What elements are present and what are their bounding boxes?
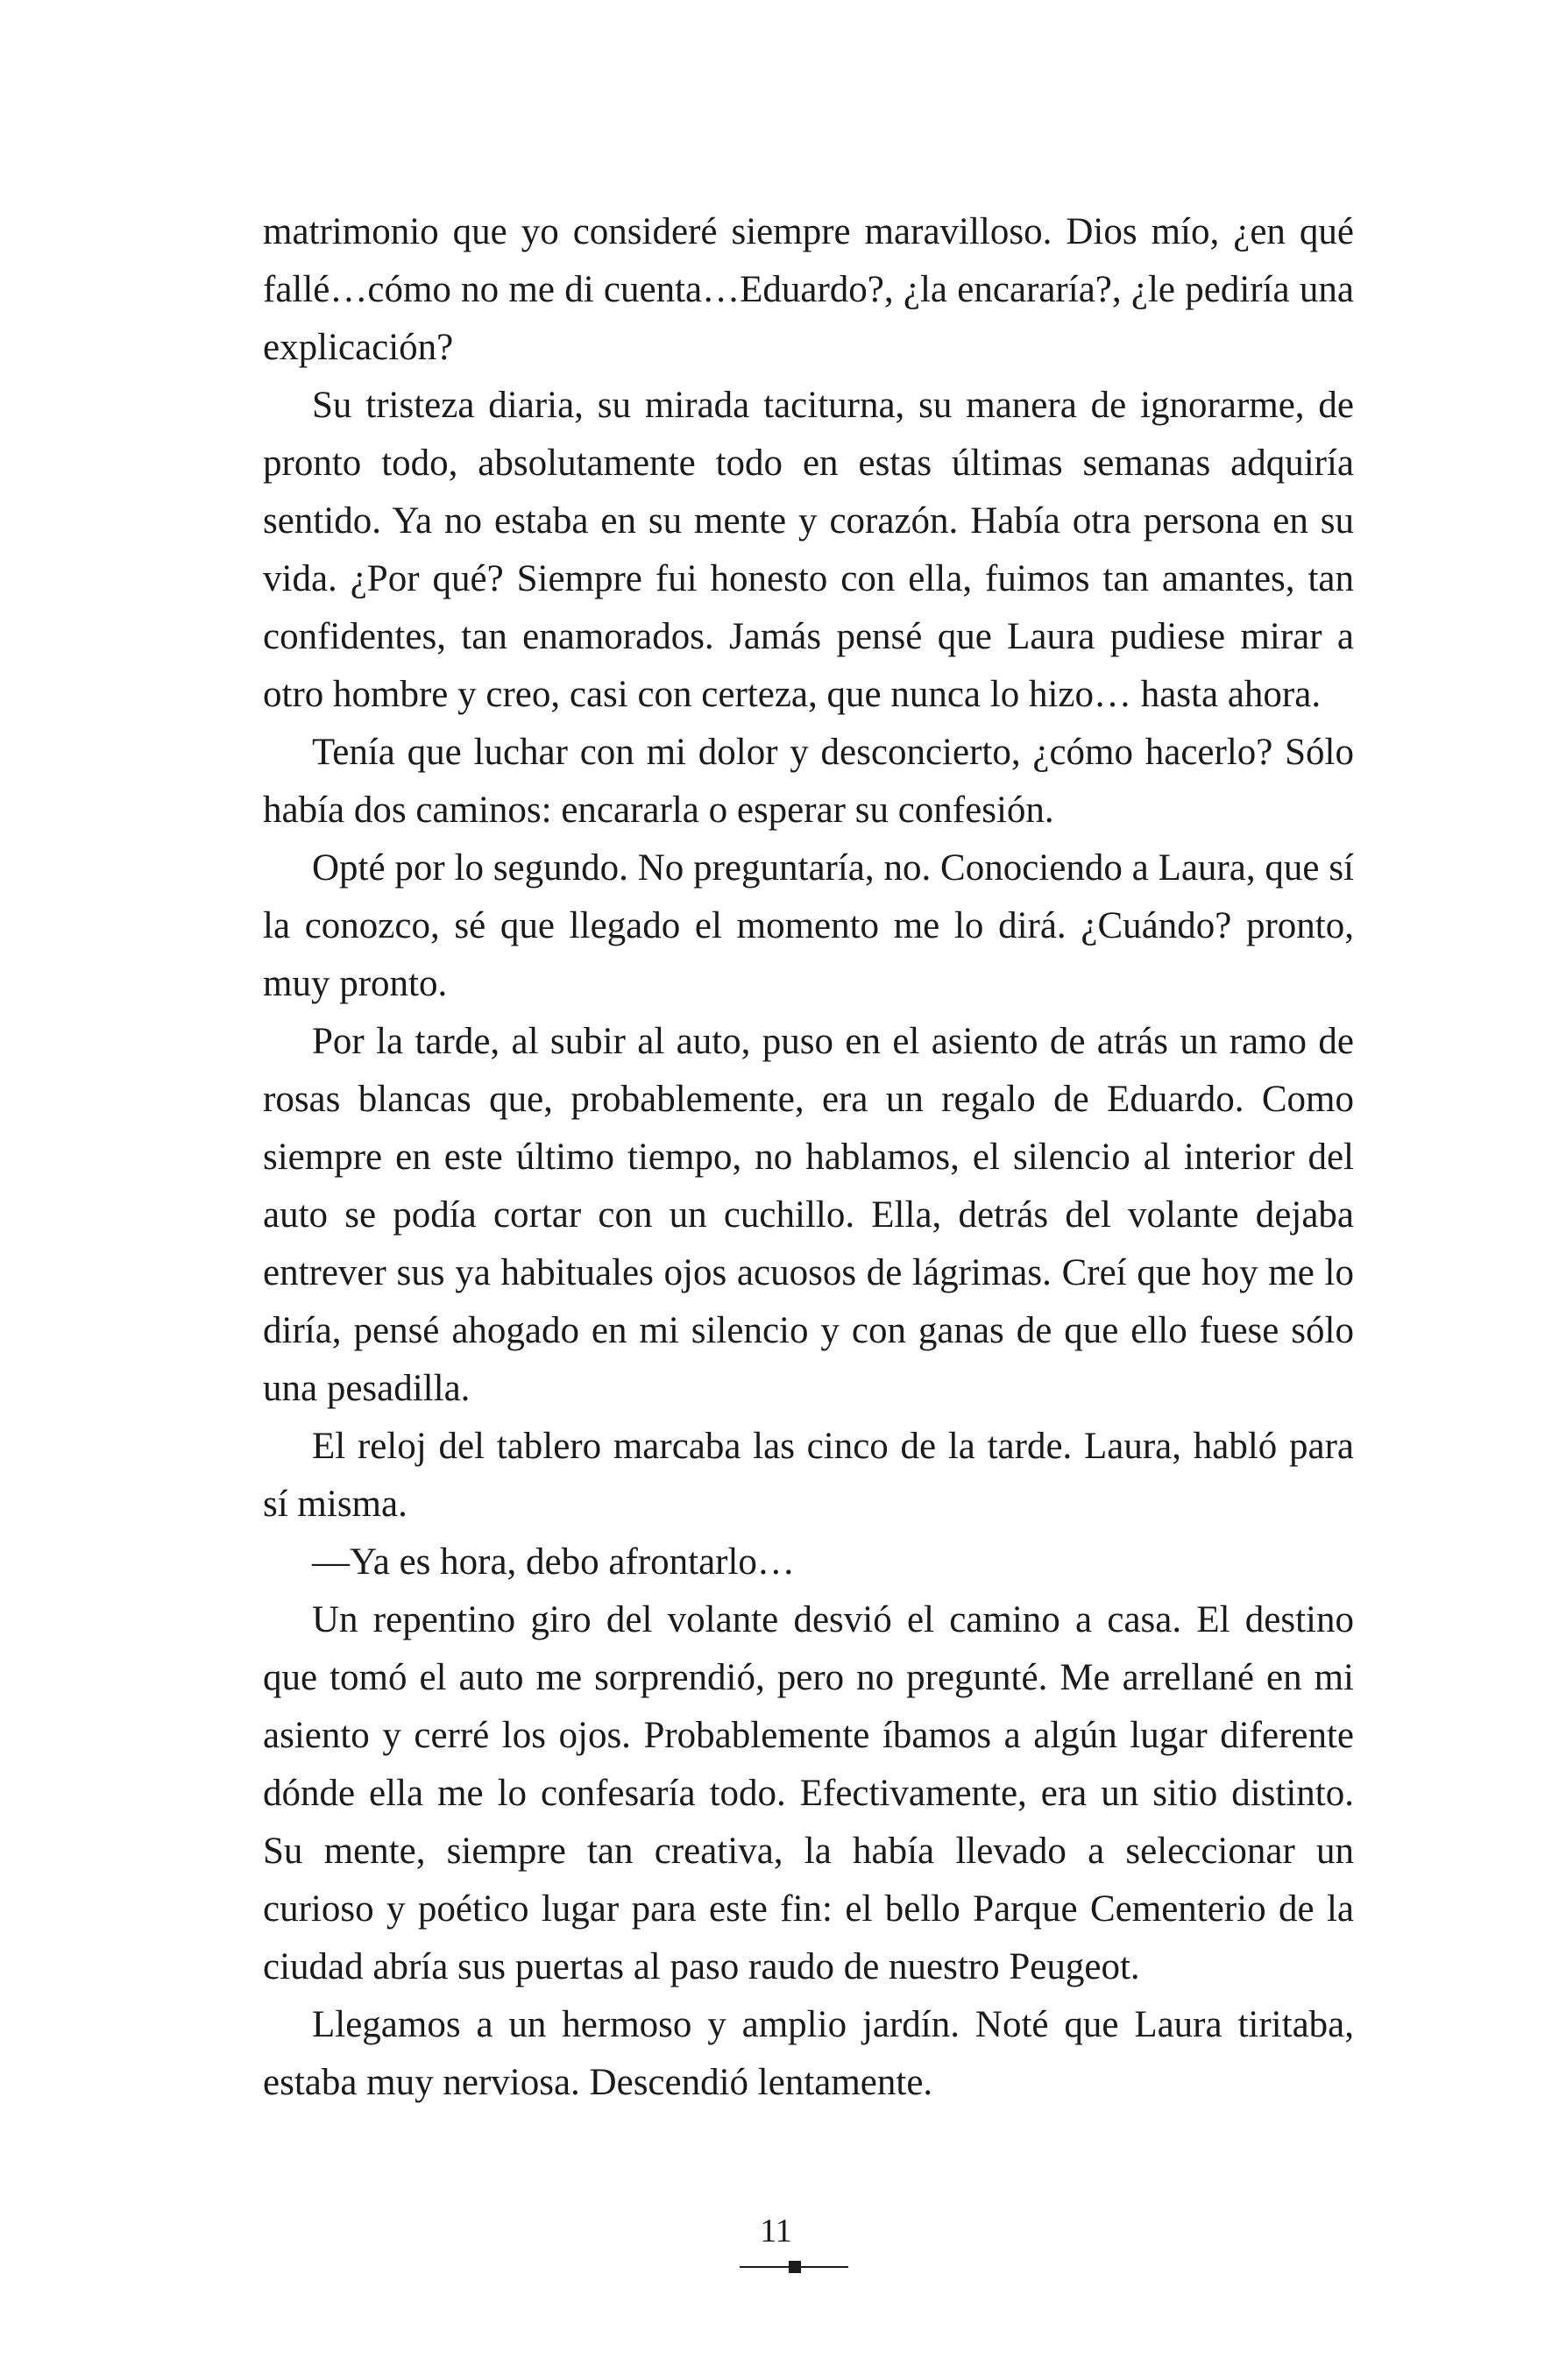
- folio-ornament-icon: [740, 2261, 848, 2273]
- paragraph-3: Tenía que luchar con mi dolor y desconcierto, ¿cómo hacerlo? Sólo había dos caminos: encararla o esperar su confesión.: [263, 732, 1354, 831]
- paragraph-4: Opté por lo segundo. No preguntaría, no. Conociendo a Laura, que sí la conozco, sé que llegado el momento me lo dirá. ¿Cuándo? pronto, muy pronto.: [263, 847, 1354, 1004]
- folio-square-icon: [789, 2261, 801, 2273]
- paragraph-1: matrimonio que yo consideré siempre maravilloso. Dios mío, ¿en qué fallé…cómo no me di cuenta…Eduardo?, ¿la encararía?, ¿le pediría una explicación?: [263, 211, 1354, 368]
- paragraph-6: El reloj del tablero marcaba las cinco de la tarde. Laura, habló para sí misma.: [263, 1426, 1354, 1525]
- paragraph-5: Por la tarde, al subir al auto, puso en el asiento de atrás un ramo de rosas blancas que, probablemente, era un regalo de Eduardo. Como siempre en este último tiempo, no hablamos, el silencio al interior del auto se podía cortar con un cuchillo. Ella, detrás del volante dejaba entrever sus ya habituales ojos acuosos de lágrimas. Creí que hoy me lo diría, pensé ahogado en mi silencio y con ganas de que ello fuese sólo una pesadilla.: [263, 1021, 1354, 1409]
- paragraph-8: Un repentino giro del volante desvió el camino a casa. El destino que tomó el auto me sorprendió, pero no pregunté. Me arrellané en mi asiento y cerré los ojos. Probablemente íbamos a algún lugar diferente dónde ella me lo confesaría todo. Efectivamente, era un sitio distinto. Su mente, siempre tan creativa, la había llevado a seleccionar un curioso y poético lugar para este fin: el bello Parque Cementerio de la ciudad abría sus puertas al paso raudo de nuestro Peugeot.: [263, 1599, 1354, 1987]
- paragraph-7: —Ya es hora, debo afrontarlo…: [312, 1541, 795, 1583]
- paragraph-9: Llegamos a un hermoso y amplio jardín. Noté que Laura tiritaba, estaba muy nerviosa. Descendió lentamente.: [263, 2004, 1354, 2103]
- page-number: 11: [760, 2213, 792, 2249]
- body-text: [263, 203, 1354, 2112]
- paragraph-2: Su tristeza diaria, su mirada taciturna, su manera de ignorarme, de pronto todo, absolutamente todo en estas últimas semanas adquiría sentido. Ya no estaba en su mente y corazón. Había otra persona en su vida. ¿Por qué? Siempre fui honesto con ella, fuimos tan amantes, tan confidentes, tan enamorados. Jamás pensé que Laura pudiese mirar a otro hombre y creo, casi con certeza, que nunca lo hizo… hasta ahora.: [263, 385, 1354, 715]
